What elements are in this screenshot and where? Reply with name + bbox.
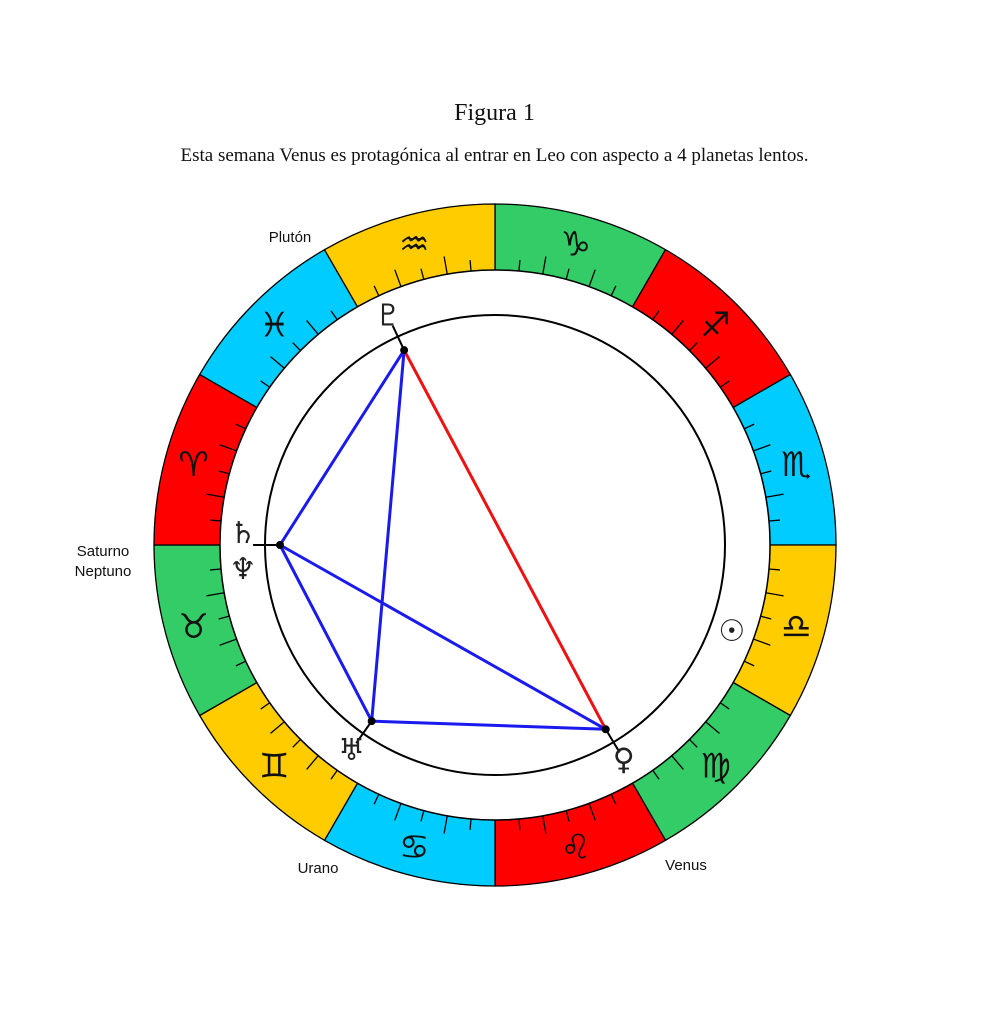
marker-dot-saturno: [276, 541, 284, 549]
sign-sagitario-icon: ♐: [700, 305, 731, 346]
figure-caption: Esta semana Venus es protagónica al entrar en Leo con aspecto a 4 planetas lentos.: [180, 145, 809, 166]
sign-leo-icon: ♌: [560, 827, 591, 868]
label-venus: Venus: [665, 857, 707, 874]
neptuno-glyph-icon: ♆: [229, 552, 257, 587]
sign-piscis-icon: ♓: [259, 305, 290, 346]
sign-tauro-icon: ♉: [178, 606, 209, 647]
urano-glyph-icon: ♅: [338, 732, 366, 768]
sign-geminis-icon: ♊: [259, 746, 290, 787]
label-neptuno: Neptuno: [74, 563, 132, 580]
marker-dot-pluton: [400, 346, 408, 354]
label-pluton: Plutón: [268, 229, 312, 246]
sign-libra-icon: ♎: [781, 606, 812, 647]
sign-cancer-icon: ♋: [399, 827, 430, 868]
venus-glyph-icon: ♀: [612, 742, 635, 778]
pluton-glyph-icon: ♇: [374, 298, 402, 334]
label-saturno: Saturno: [76, 543, 130, 560]
zodiac-ring-inner-edge: [220, 270, 770, 820]
sign-virgo-icon: ♍: [700, 746, 731, 787]
sign-acuario-icon: ♒: [399, 224, 430, 265]
figure-title: Figura 1: [454, 100, 535, 126]
marker-dot-venus: [602, 725, 610, 733]
sol-glyph-icon: ☉: [718, 614, 746, 650]
sign-aries-icon: ♈: [178, 445, 209, 486]
sign-escorpio-icon: ♏: [781, 445, 812, 486]
saturno-glyph-icon: ♄: [229, 516, 257, 551]
marker-dot-urano: [368, 717, 376, 725]
sign-capricornio-icon: ♑: [560, 224, 591, 265]
label-urano: Urano: [297, 860, 339, 877]
